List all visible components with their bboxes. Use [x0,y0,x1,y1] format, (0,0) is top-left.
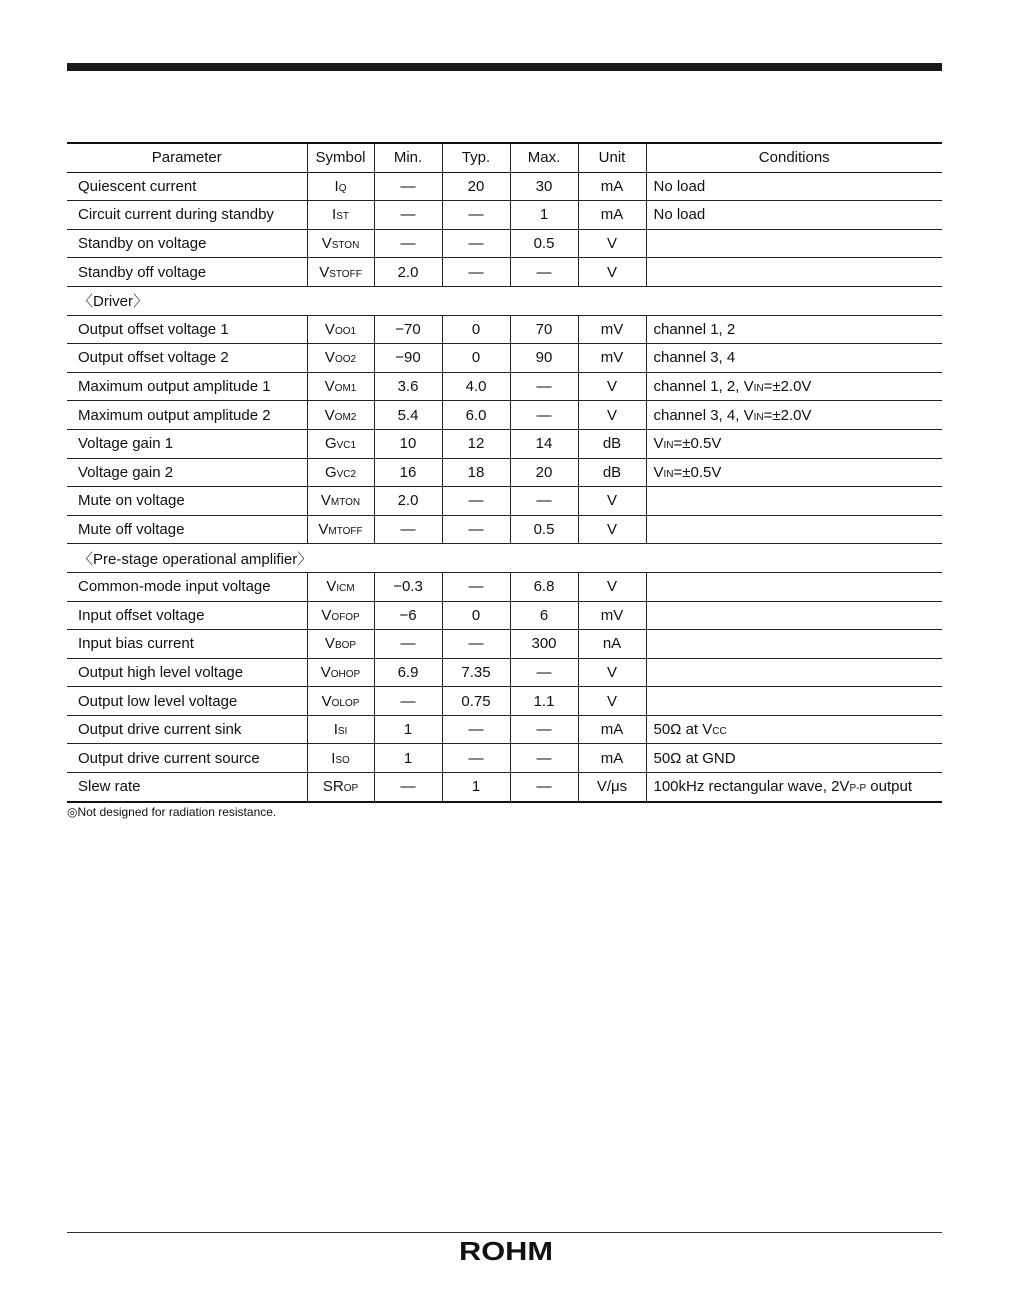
conditions-cell [646,401,942,430]
conditions-cell [646,258,942,287]
rohm-logo-mark [456,1238,556,1264]
symbol-cell [307,487,374,516]
typ-cell: 1 [442,773,510,802]
unit-cell: dB [578,458,646,487]
typ-cell: — [442,572,510,601]
max-cell: 20 [510,458,578,487]
condition-text: =±2.0V [763,406,812,424]
symbol-main: I [332,206,337,224]
typ-cell: 0 [442,344,510,373]
symbol-subscript: STON [331,240,360,252]
unit-cell: V [578,572,646,601]
conditions-cell [646,458,942,487]
unit-cell: V [578,372,646,401]
parameter-cell: Standby on voltage [67,229,307,258]
max-cell: 70 [510,315,578,344]
parameter-cell: Output drive current source [67,744,307,773]
table-row [67,687,942,716]
max-cell: 90 [510,344,578,373]
conditions-cell [646,572,942,601]
unit-cell: mA [578,201,646,230]
typ-cell: 4.0 [442,372,510,401]
table-row [67,172,942,201]
table-header-row [67,143,942,172]
unit-cell: V [578,229,646,258]
unit-cell: V [578,401,646,430]
symbol-cell [307,630,374,659]
symbol-main: V [319,263,330,281]
min-cell: — [374,687,442,716]
symbol-subscript: Q [338,182,347,194]
parameter-cell: Common-mode input voltage [67,572,307,601]
symbol-cell [307,572,374,601]
typ-cell: — [442,201,510,230]
min-cell: — [374,201,442,230]
symbol-cell [307,515,374,544]
parameter-cell: Voltage gain 1 [67,429,307,458]
symbol-cell [307,744,374,773]
min-cell: −6 [374,601,442,630]
bottom-rule [67,1232,942,1233]
symbol-subscript: SI [337,726,348,738]
max-cell: 6 [510,601,578,630]
typ-cell: — [442,487,510,516]
symbol-main: V [321,606,332,624]
max-cell: 0.5 [510,515,578,544]
unit-cell: mV [578,344,646,373]
unit-cell: V [578,515,646,544]
typ-cell: — [442,630,510,659]
max-cell: — [510,773,578,802]
symbol-subscript: OHOP [330,668,361,680]
typ-cell: 0 [442,315,510,344]
max-cell: 300 [510,630,578,659]
symbol-main: V [321,692,332,710]
typ-cell: 0.75 [442,687,510,716]
header-min: Min. [374,143,442,172]
condition-text: =±0.5V [673,435,722,453]
conditions-cell [646,429,942,458]
symbol-main: I [331,749,336,767]
section-row-driver [67,286,942,315]
table-row [67,773,942,802]
symbol-cell [307,429,374,458]
max-cell: 6.8 [510,572,578,601]
conditions-cell: channel 3, 4 [646,344,942,373]
typ-cell: 7.35 [442,658,510,687]
symbol-main: V [324,406,335,424]
typ-cell: — [442,515,510,544]
condition-subscript: P-P [849,783,867,795]
unit-cell: V [578,658,646,687]
condition-text: output [866,778,912,796]
parameter-cell: Output offset voltage 1 [67,315,307,344]
typ-cell: — [442,258,510,287]
typ-cell: 18 [442,458,510,487]
table-row [67,601,942,630]
symbol-subscript: OP [343,783,359,795]
symbol-subscript: OO2 [334,354,357,366]
unit-cell: mV [578,315,646,344]
table-row [67,344,942,373]
table-row [67,258,942,287]
condition-text: 100kHz rectangular wave, 2V [653,778,850,796]
min-cell: −70 [374,315,442,344]
symbol-main: V [318,521,329,539]
symbol-subscript: ST [336,211,349,223]
min-cell: 2.0 [374,258,442,287]
section-row-pre-stage-op-amp [67,544,942,573]
symbol-cell [307,658,374,687]
min-cell: — [374,630,442,659]
typ-cell: 20 [442,172,510,201]
symbol-main: V [324,378,335,396]
symbol-subscript: SO [335,754,350,766]
header-conditions: Conditions [646,143,942,172]
parameter-cell: Standby off voltage [67,258,307,287]
condition-subscript: IN [663,440,674,452]
min-cell: 1 [374,715,442,744]
symbol-main: V [324,349,335,367]
symbol-main: V [324,320,335,338]
condition-text: channel 3, 4, V [653,406,754,424]
symbol-subscript: OLOP [331,697,360,709]
table-row [67,658,942,687]
symbol-subscript: MTON [330,497,361,509]
min-cell: 1 [374,744,442,773]
typ-cell: — [442,744,510,773]
header-max: Max. [510,143,578,172]
symbol-cell [307,258,374,287]
conditions-cell [646,601,942,630]
condition-subscript: IN [753,383,764,395]
symbol-main: I [333,721,338,739]
condition-text: channel 1, 2, V [653,378,754,396]
symbol-cell [307,172,374,201]
unit-cell: V [578,687,646,716]
symbol-cell [307,201,374,230]
unit-cell: dB [578,429,646,458]
min-cell: — [374,773,442,802]
unit-cell: mA [578,744,646,773]
table-row [67,744,942,773]
table-row [67,229,942,258]
parameter-cell: Output low level voltage [67,687,307,716]
symbol-cell [307,315,374,344]
conditions-cell [646,372,942,401]
symbol-subscript: OM2 [334,411,357,423]
min-cell: — [374,172,442,201]
symbol-main: V [320,663,331,681]
symbol-subscript: VC1 [336,440,357,452]
table-row [67,401,942,430]
header-unit: Unit [578,143,646,172]
unit-cell: mA [578,172,646,201]
conditions-cell: channel 1, 2 [646,315,942,344]
parameter-cell: Quiescent current [67,172,307,201]
unit-cell: V [578,258,646,287]
max-cell: 1.1 [510,687,578,716]
unit-cell: mA [578,715,646,744]
parameter-cell: Circuit current during standby [67,201,307,230]
conditions-cell [646,715,942,744]
max-cell: 30 [510,172,578,201]
condition-text: V [653,435,664,453]
symbol-subscript: OM1 [334,383,357,395]
conditions-cell [646,515,942,544]
min-cell: 3.6 [374,372,442,401]
condition-subscript: IN [753,411,764,423]
top-rule [67,63,942,71]
symbol-subscript: STOFF [329,268,362,280]
min-cell: — [374,229,442,258]
table-row [67,429,942,458]
table-row [67,630,942,659]
table-row [67,487,942,516]
max-cell: 1 [510,201,578,230]
parameter-cell: Maximum output amplitude 1 [67,372,307,401]
typ-cell: 6.0 [442,401,510,430]
conditions-cell [646,687,942,716]
logo-text: ROHM [459,1238,553,1264]
conditions-cell: No load [646,201,942,230]
symbol-subscript: OO1 [334,325,357,337]
max-cell: — [510,372,578,401]
table-row [67,201,942,230]
conditions-cell [646,229,942,258]
typ-cell: — [442,229,510,258]
min-cell: 10 [374,429,442,458]
max-cell: 0.5 [510,229,578,258]
electrical-characteristics-table [67,142,942,803]
typ-cell: 12 [442,429,510,458]
parameter-cell: Mute off voltage [67,515,307,544]
max-cell: — [510,487,578,516]
table-row [67,458,942,487]
symbol-main: I [334,177,339,195]
condition-text: V [653,463,664,481]
table-row [67,315,942,344]
table-row [67,715,942,744]
header-typ: Typ. [442,143,510,172]
min-cell: 16 [374,458,442,487]
parameter-cell: Input offset voltage [67,601,307,630]
table-row [67,515,942,544]
rohm-logo [456,1238,556,1264]
symbol-main: V [320,492,331,510]
symbol-subscript: BOP [334,640,357,652]
min-cell: 5.4 [374,401,442,430]
symbol-cell [307,229,374,258]
parameter-cell: Maximum output amplitude 2 [67,401,307,430]
symbol-subscript: VC2 [336,468,357,480]
min-cell: −90 [374,344,442,373]
symbol-subscript: MTOFF [328,526,363,538]
parameter-cell: Slew rate [67,773,307,802]
unit-cell: mV [578,601,646,630]
max-cell: — [510,258,578,287]
parameter-cell: Input bias current [67,630,307,659]
symbol-main: G [324,435,337,453]
symbol-main: V [324,635,335,653]
typ-cell: — [442,715,510,744]
parameter-cell: Output offset voltage 2 [67,344,307,373]
parameter-cell: Voltage gain 2 [67,458,307,487]
condition-subscript: IN [663,468,674,480]
table-row [67,572,942,601]
symbol-main: G [324,463,337,481]
max-cell: — [510,744,578,773]
parameter-cell: Output drive current sink [67,715,307,744]
symbol-main: SR [322,778,344,796]
symbol-subscript: ICM [336,583,355,595]
parameter-cell: Output high level voltage [67,658,307,687]
min-cell: −0.3 [374,572,442,601]
symbol-subscript: OFOP [331,611,360,623]
symbol-cell [307,401,374,430]
condition-subscript: CC [712,726,727,738]
symbol-main: V [326,578,337,596]
max-cell: — [510,715,578,744]
condition-text: =±2.0V [763,378,812,396]
conditions-cell: No load [646,172,942,201]
max-cell: — [510,401,578,430]
unit-cell: nA [578,630,646,659]
section-label: 〈Driver〉 [67,286,942,315]
min-cell: 6.9 [374,658,442,687]
symbol-cell [307,458,374,487]
max-cell: 14 [510,429,578,458]
conditions-cell [646,630,942,659]
symbol-cell [307,601,374,630]
unit-cell: V [578,487,646,516]
section-label: 〈Pre-stage operational amplifier〉 [67,544,942,573]
symbol-cell [307,715,374,744]
table-row [67,372,942,401]
symbol-cell [307,773,374,802]
symbol-cell [307,687,374,716]
min-cell: — [374,515,442,544]
footnote: ◎Not designed for radiation resistance. [67,805,277,819]
symbol-cell [307,344,374,373]
parameter-cell: Mute on voltage [67,487,307,516]
min-cell: 2.0 [374,487,442,516]
conditions-cell [646,773,942,802]
conditions-cell [646,487,942,516]
header-parameter: Parameter [67,143,307,172]
conditions-cell: 50Ω at GND [646,744,942,773]
symbol-main: V [321,235,332,253]
symbol-cell [307,372,374,401]
typ-cell: 0 [442,601,510,630]
conditions-cell [646,658,942,687]
header-symbol: Symbol [307,143,374,172]
max-cell: — [510,658,578,687]
condition-text: 50Ω at V [653,721,713,739]
condition-text: =±0.5V [673,463,722,481]
unit-cell: V/μs [578,773,646,802]
